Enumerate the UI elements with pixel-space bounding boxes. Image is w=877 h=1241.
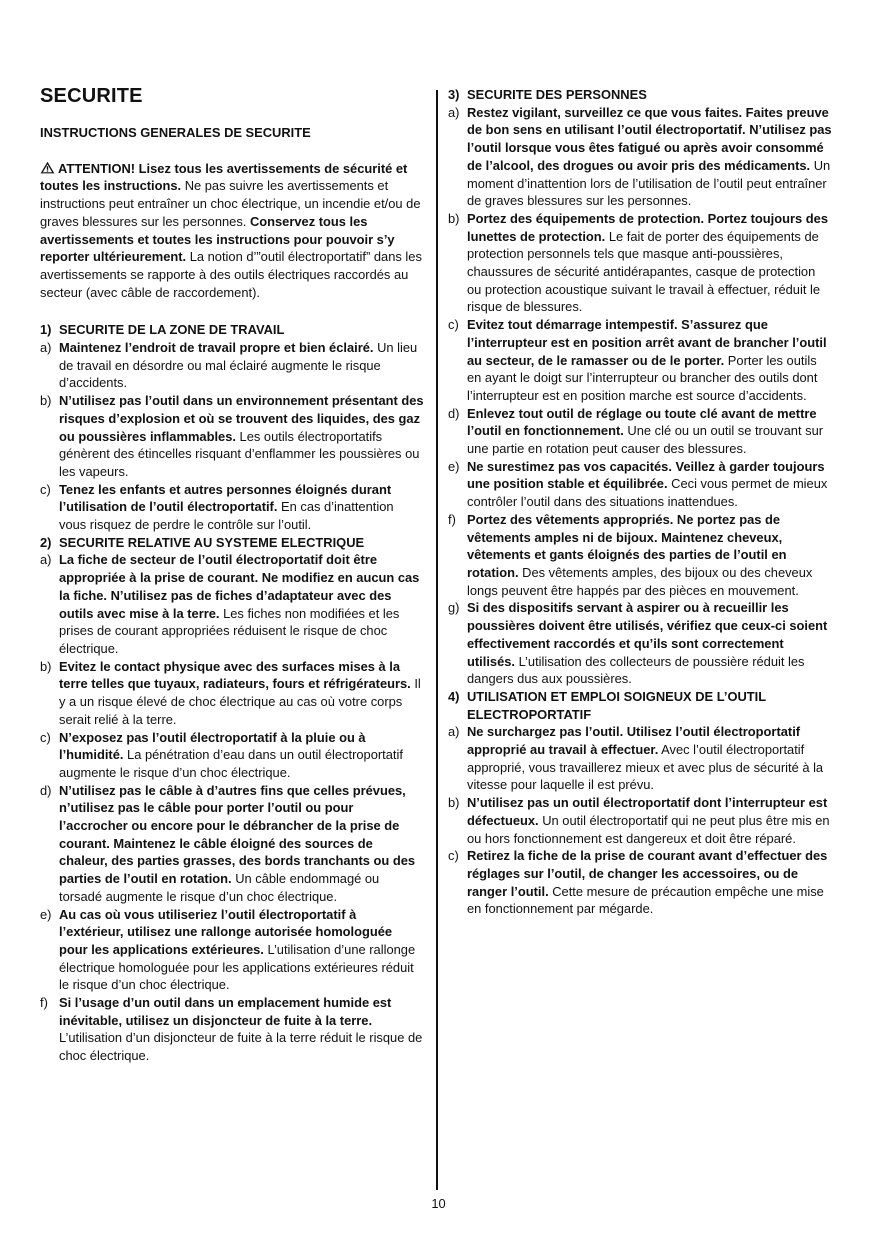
item-letter: c) — [448, 317, 459, 333]
section-heading-text: SECURITE DES PERSONNES — [467, 87, 647, 102]
safety-item — [40, 906, 424, 995]
item-bold-text: Ne surchargez pas l’outil. Utilisez l’outil électroportatif approprié au travail à effectuer. — [467, 724, 801, 758]
item-bold-text: Au cas où vous utiliseriez l’outil électroportatif à l’extérieur, utilisez une rallonge autorisée homologuée pour les applications extérieures. — [59, 906, 393, 957]
section-heading — [40, 321, 424, 339]
safety-item — [40, 339, 424, 392]
safety-item — [448, 599, 832, 688]
item-text: Les outils électroportatifs génèrent des étincelles risquant d’enflammer les poussières ou les vapeurs. — [59, 428, 420, 479]
section-number: 1) — [40, 322, 52, 338]
safety-item — [40, 481, 424, 534]
item-text: Un câble endommagé ou torsadé augmente le risque d’un choc électrique. — [59, 871, 380, 904]
item-bold-text: N’utilisez pas l’outil dans un environnement présentant des risques d’explosion et où se trouvent des liquides, des gaz ou poussières inflammables. — [59, 393, 424, 444]
safety-item — [448, 104, 832, 210]
safety-item — [40, 658, 424, 729]
item-text: Ceci vous permet de mieux contrôler l’outil dans des situations inattendues. — [467, 476, 828, 510]
section-heading-text: UTILISATION ET EMPLOI SOIGNEUX DE L’OUTIL ELECTROPORTATIF — [467, 688, 766, 722]
item-bold-text: La fiche de secteur de l’outil électroportatif doit être appropriée à la prise de courant. Ne modifiez en aucun cas la fiche. N’utilisez pas de fiches d’adaptateur avec des outils avec mise à la terre. — [59, 552, 420, 621]
intro-warning-text: Ne pas suivre les avertissements et instructions peut entraîner un choc électrique, un incendie et/ou de graves blessures sur les personnes. — [40, 178, 421, 229]
item-text: Avec l’outil électroportatif approprié, vous travaillerez mieux et avec plus de sécurité à la vitesse pour laquelle il est prévu. — [467, 742, 824, 793]
intro-keep-bold: Conservez tous les avertissements et toutes les instructions pour pouvoir s’y reporter ultérieurement. — [40, 213, 395, 265]
item-text: Une clé ou un outil se trouvant sur une partie en rotation peut causer des blessures. — [467, 423, 824, 457]
item-text: Des vêtements amples, des bijoux ou des cheveux longs peuvent être happés par des pièces en mouvement. — [467, 564, 813, 598]
item-text: Cette mesure de précaution empêche une mise en fonctionnement par mégarde. — [467, 883, 824, 917]
item-text: Le fait de porter des équipements de protection personnels tels que masque anti-poussières, chaussures de sécurité antidérapantes, casque de protection ou protection acoustique suivant le travail à effectuer, réduit le risque de blessures. — [467, 228, 821, 315]
item-letter: e) — [40, 906, 52, 922]
safety-item — [448, 794, 832, 847]
item-letter: a) — [448, 104, 460, 120]
safety-item — [40, 392, 424, 481]
item-bold-text: Tenez les enfants et autres personnes éloignés durant l’utilisation de l’outil électroportatif. — [59, 481, 392, 515]
intro-warning-bold: ATTENTION! Lisez tous les avertissements de sécurité et toutes les instructions. — [40, 160, 408, 194]
safety-item — [448, 405, 832, 458]
item-text: L’utilisation d’un disjoncteur de fuite à la terre réduit le risque de choc électrique. — [59, 1030, 423, 1064]
column-divider — [436, 90, 438, 1190]
item-text: Les fiches non modifiées et les prises de courant appropriées réduisent le risque de choc électrique. — [59, 605, 400, 656]
item-letter: b) — [448, 795, 460, 811]
item-letter: d) — [40, 782, 52, 798]
section-heading — [40, 534, 424, 552]
safety-item — [40, 729, 424, 782]
item-letter: c) — [448, 848, 459, 864]
item-bold-text: Si des dispositifs servant à aspirer ou à recueillir les poussières doivent être utilisés, vérifiez que ceux-ci soient effectivement raccordés et qu’ils sont correctement utilisés. — [467, 600, 828, 669]
section-heading-text: SECURITE DE LA ZONE DE TRAVAIL — [59, 322, 285, 338]
item-letter: b) — [40, 658, 52, 674]
item-text: L’utilisation d’une rallonge électrique homologuée pour les applications extérieures réduit le risque d’un choc électrique. — [59, 941, 416, 993]
left-sections — [40, 321, 424, 1065]
item-letter: a) — [448, 724, 460, 740]
safety-item — [40, 994, 424, 1065]
item-bold-text: N’exposez pas l’outil électroportatif à la pluie ou à l’humidité. — [59, 729, 366, 763]
item-bold-text: Portez des vêtements appropriés. Ne portez pas de vêtements amples ni de bijoux. Maintenez cheveux, vêtements et gants éloignés des parties de l’outil en rotation. — [467, 511, 787, 580]
warning-triangle-icon — [40, 161, 55, 174]
section-subtitle: INSTRUCTIONS GENERALES DE SECURITE — [40, 125, 311, 140]
safety-item — [448, 511, 832, 600]
item-bold-text: Ne surestimez pas vos capacités. Veillez à garder toujours une position stable et équilibrée. — [467, 458, 825, 492]
item-text: En cas d’inattention vous risquez de perdre le contrôle sur l’outil. — [59, 499, 394, 533]
safety-item — [40, 551, 424, 657]
page-number: 10 — [431, 1196, 446, 1211]
section-heading — [448, 688, 832, 723]
page-title: SECURITE — [40, 85, 143, 107]
item-bold-text: Portez des équipements de protection. Portez toujours des lunettes de protection. — [467, 210, 828, 244]
safety-item — [448, 458, 832, 511]
intro-paragraph — [40, 160, 424, 302]
item-letter: c) — [40, 481, 51, 497]
right-sections — [448, 86, 832, 918]
item-letter: g) — [448, 600, 460, 616]
item-text: Porter les outils en ayant le doigt sur l’interrupteur ou brancher des outils dont l’interrupteur est en position marche est source d’accidents. — [467, 352, 818, 403]
section-number: 3) — [448, 87, 460, 102]
safety-item — [40, 782, 424, 906]
item-text: Un lieu de travail en désordre ou mal éclairé augmente le risque d’accidents. — [59, 340, 418, 391]
item-bold-text: Evitez tout démarrage intempestif. S’assurez que l’interrupteur est en position arrêt avant de brancher l’outil au secteur, de le ramasser ou de le porter. — [467, 317, 827, 368]
item-text: L’utilisation des collecteurs de poussière réduit les dangers dus aux poussières. — [467, 653, 805, 687]
item-letter: f) — [448, 511, 456, 527]
section-heading-text: SECURITE RELATIVE AU SYSTEME ELECTRIQUE — [59, 534, 365, 550]
item-text: Un outil électroportatif qui ne peut plus être mis en ou hors fonctionnement est dangereux et doit être réparé. — [467, 812, 830, 846]
intro-keep-text: La notion d’”outil électroportatif” dans les avertissements se rapporte à des outils électriques raccordés au secteur (avec câble de raccordement). — [40, 249, 422, 300]
item-letter: e) — [448, 458, 460, 474]
item-bold-text: Maintenez l’endroit de travail propre et bien éclairé. — [59, 340, 374, 356]
item-text: Un moment d’inattention lors de l’utilisation de l’outil peut entraîner de graves blessures sur les personnes. — [467, 157, 831, 209]
item-letter: a) — [40, 340, 52, 356]
item-bold-text: N’utilisez pas le câble à d’autres fins que celles prévues, n’utilisez pas le câble pour porter l’outil ou pour l’accrocher ou encore pour le débrancher de la prise de courant. Maintenez le câble éloigné des sources de chaleur, des parties grasses, des bords tranchants ou des parties de l’outil en rotation. — [59, 782, 416, 887]
item-bold-text: Retirez la fiche de la prise de courant avant d’effectuer des réglages sur l’outil, de changer les accessoires, ou de ranger l’outil. — [467, 848, 828, 899]
item-letter: a) — [40, 552, 52, 568]
section-number: 4) — [448, 688, 460, 704]
item-letter: f) — [40, 995, 48, 1011]
item-bold-text: N’utilisez pas un outil électroportatif dont l’interrupteur est défectueux. — [467, 795, 828, 828]
safety-item — [448, 847, 832, 918]
item-bold-text: Enlevez tout outil de réglage ou toute clé avant de mettre l’outil en fonctionnement. — [467, 405, 817, 439]
section-number: 2) — [40, 534, 52, 550]
item-letter: d) — [448, 405, 460, 421]
item-letter: b) — [448, 210, 460, 226]
item-text: La pénétration d’eau dans un outil électroportatif augmente le risque d’un choc électrique. — [59, 747, 403, 780]
safety-item — [448, 723, 832, 794]
section-heading — [448, 86, 832, 104]
left-column — [40, 84, 424, 1065]
item-bold-text: Si l’usage d’un outil dans un emplacement humide est inévitable, utilisez un disjoncteur de fuite à la terre. — [59, 995, 392, 1028]
item-bold-text: Restez vigilant, surveillez ce que vous faites. Faites preuve de bon sens en utilisant l’outil électroportatif. N’utilisez pas l’outil lorsque vous êtes fatigué ou après avoir consommé de l’alcool, des drogues ou avoir pris des médicaments. — [467, 104, 832, 173]
safety-item — [448, 210, 832, 316]
safety-item — [448, 316, 832, 405]
right-column — [448, 86, 832, 918]
item-bold-text: Evitez le contact physique avec des surfaces mises à la terre telles que tuyaux, radiateurs, fours et réfrigérateurs. — [59, 658, 411, 692]
item-letter: b) — [40, 393, 52, 409]
item-text: Il y a un risque élevé de choc électrique au cas où votre corps serait relié à la terre. — [59, 676, 421, 727]
item-letter: c) — [40, 729, 51, 745]
